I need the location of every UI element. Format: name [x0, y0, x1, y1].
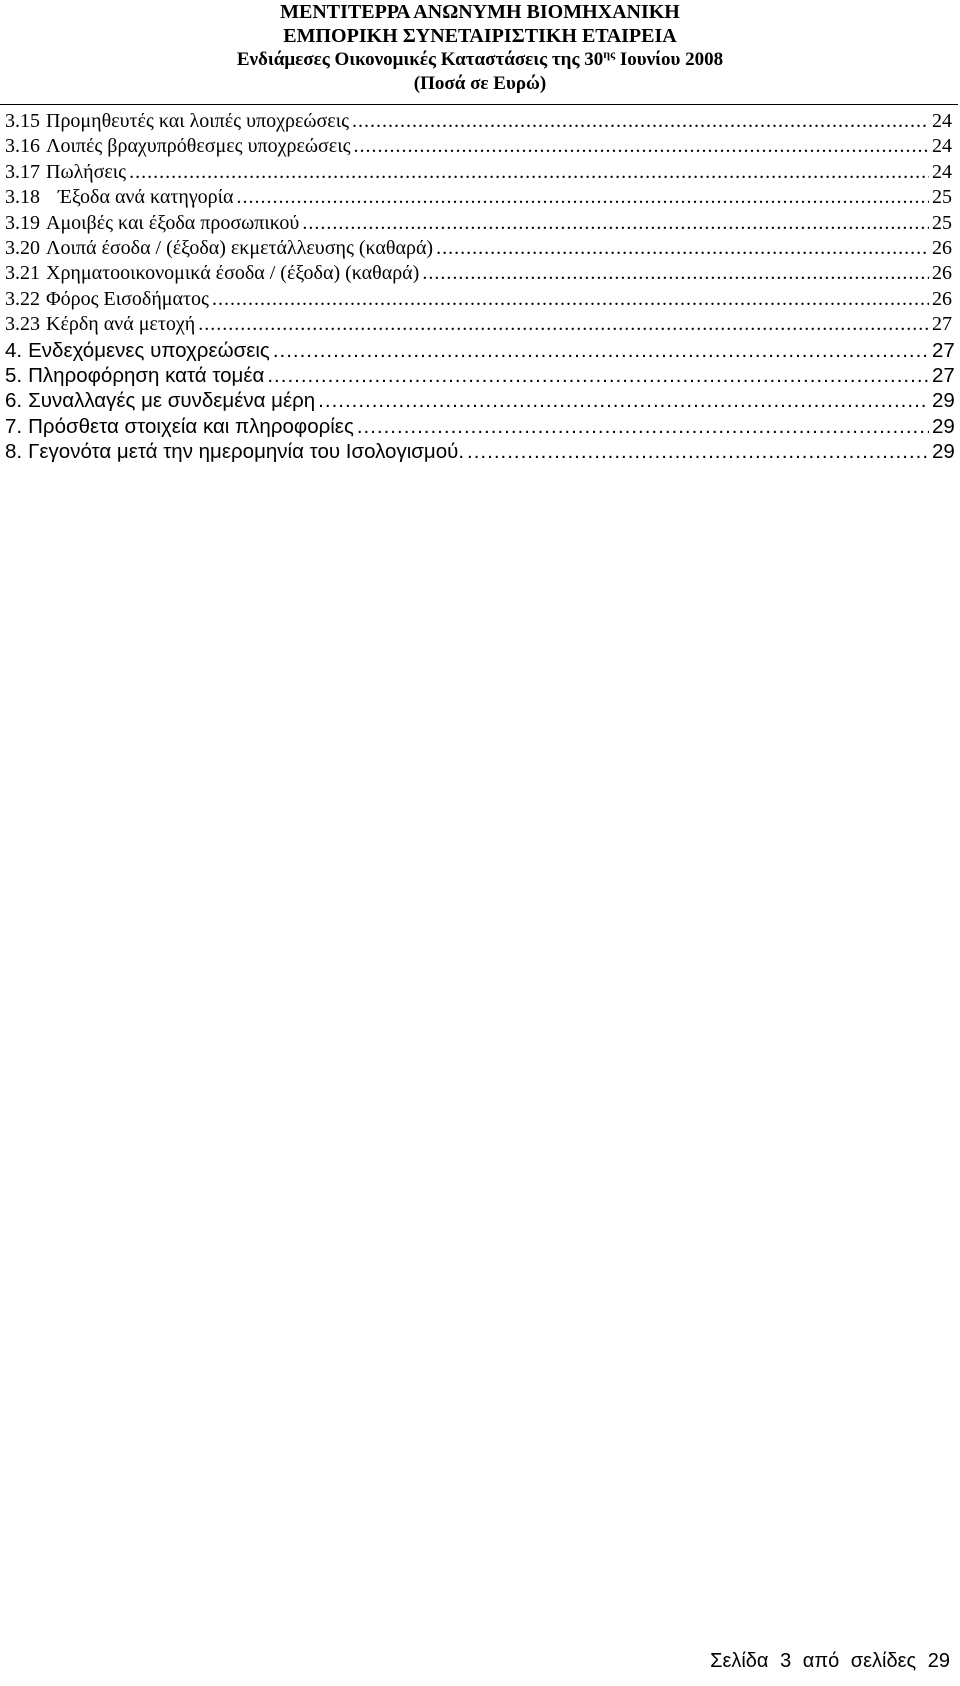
- footer-page-word: Σελίδα: [710, 1650, 769, 1672]
- toc-entry-number: 3.22: [5, 287, 40, 310]
- toc-dot-leader: [267, 364, 929, 388]
- toc-entry-number: 5.: [5, 363, 23, 387]
- toc-entry[interactable]: [5, 161, 960, 186]
- document-header: [0, 0, 960, 96]
- toc-dot-leader: [467, 440, 929, 464]
- toc-entry-page: 29: [932, 440, 955, 464]
- toc-dot-leader: [237, 186, 929, 209]
- company-name-line2: ΕΜΠΟΡΙΚΗ ΣΥΝΕΤΑΙΡΙΣΤΙΚΗ ΕΤΑΙΡΕΙΑ: [283, 25, 677, 47]
- footer-pages-word: σελίδες: [850, 1650, 917, 1672]
- table-of-contents: [5, 110, 960, 465]
- toc-entry[interactable]: [5, 364, 960, 389]
- toc-entry[interactable]: [5, 313, 960, 338]
- toc-entry-page: 25: [932, 186, 952, 209]
- toc-entry-title: Γεγονότα μετά την ημερομηνία του Ισολογισμού.: [28, 440, 465, 464]
- toc-dot-leader: [212, 288, 929, 311]
- toc-entry[interactable]: [5, 440, 960, 465]
- statement-title-sup: ης: [603, 47, 616, 61]
- toc-dot-leader: [302, 212, 929, 235]
- toc-entry[interactable]: [5, 186, 960, 211]
- toc-dot-leader: [129, 161, 929, 184]
- toc-entry-title: Πωλήσεις: [46, 160, 127, 183]
- toc-entry[interactable]: [5, 288, 960, 313]
- toc-entry-page: 26: [932, 236, 952, 259]
- toc-entry-title: Λοιπές βραχυπρόθεσμες υποχρεώσεις: [46, 135, 351, 158]
- header-divider: [0, 104, 958, 105]
- toc-entry-number: 7.: [5, 414, 23, 438]
- toc-entry-number: 3.16: [5, 135, 40, 158]
- toc-entry[interactable]: [5, 110, 960, 135]
- footer-of-word: από: [802, 1650, 840, 1672]
- statement-title-prefix: Ενδιάμεσες Οικονομικές Καταστάσεις της 30: [236, 49, 604, 70]
- toc-entry-page: 27: [932, 363, 955, 387]
- toc-entry-title: Πρόσθετα στοιχεία και πληροφορίες: [28, 414, 354, 438]
- toc-entry-page: 24: [932, 110, 952, 132]
- toc-entry[interactable]: [5, 415, 960, 440]
- toc-dot-leader: [436, 237, 929, 260]
- toc-dot-leader: [198, 313, 929, 336]
- toc-entry[interactable]: [5, 135, 960, 160]
- statement-title: [0, 48, 960, 72]
- toc-entry-title: Πληροφόρηση κατά τομέα: [28, 363, 265, 387]
- toc-entry[interactable]: [5, 339, 960, 364]
- toc-dot-leader: [422, 262, 929, 285]
- toc-entry-number: 3.17: [5, 160, 40, 183]
- toc-entry-page: 27: [932, 338, 955, 362]
- toc-dot-leader: [357, 415, 929, 439]
- toc-entry-page: 26: [932, 262, 952, 285]
- toc-dot-leader: [352, 110, 929, 133]
- toc-dot-leader: [318, 389, 929, 413]
- toc-entry-number: 3.21: [5, 262, 40, 285]
- toc-entry-title: Κέρδη ανά μετοχή: [46, 313, 196, 336]
- toc-dot-leader: [354, 135, 930, 158]
- toc-entry-title: Έξοδα ανά κατηγορία: [58, 186, 234, 209]
- toc-entry-number: 3.20: [5, 236, 40, 259]
- company-name-line1: ΜΕΝΤΙΤΕΡΡΑ ΑΝΩΝΥΜΗ ΒΙΟΜΗΧΑΝΙΚΗ: [280, 1, 680, 23]
- toc-entry-page: 29: [932, 414, 955, 438]
- toc-entry-title: Συναλλαγές με συνδεμένα μέρη: [28, 389, 316, 413]
- toc-entry-number: 6.: [5, 389, 23, 413]
- toc-entry-title: Αμοιβές και έξοδα προσωπικού: [46, 211, 300, 234]
- currency-note: (Ποσά σε Ευρώ): [413, 73, 547, 94]
- toc-entry-title: Χρηματοοικονομικά έσοδα / (έξοδα) (καθαρά): [46, 262, 420, 285]
- toc-entry-number: 3.19: [5, 211, 40, 234]
- toc-entry-number: 3.18: [5, 186, 40, 209]
- toc-entry-title: Ενδεχόμενες υποχρεώσεις: [28, 338, 270, 362]
- toc-entry-page: 26: [932, 287, 952, 310]
- toc-dot-leader: [273, 339, 929, 363]
- toc-entry-title: Λοιπά έσοδα / (έξοδα) εκμετάλλευσης (καθαρά): [46, 236, 434, 259]
- toc-entry-page: 25: [932, 211, 952, 234]
- toc-entry-page: 27: [932, 313, 952, 336]
- toc-entry-page: 29: [932, 389, 955, 413]
- toc-entry[interactable]: [5, 212, 960, 237]
- toc-entry-page: 24: [932, 160, 952, 183]
- page-footer: [710, 1650, 950, 1673]
- toc-entry-number: 4.: [5, 338, 23, 362]
- toc-entry-title: Φόρος Εισοδήματος: [46, 287, 209, 310]
- toc-entry-title: Προμηθευτές και λοιπές υποχρεώσεις: [46, 110, 349, 132]
- toc-entry-number: 3.15: [5, 110, 40, 132]
- toc-entry[interactable]: [5, 262, 960, 287]
- toc-entry-number: 8.: [5, 440, 23, 464]
- statement-title-suffix: Ιουνίου 2008: [615, 49, 724, 70]
- toc-entry-page: 24: [932, 135, 952, 158]
- toc-entry[interactable]: [5, 389, 960, 414]
- footer-page-number: 3: [780, 1650, 792, 1672]
- toc-entry-number: 3.23: [5, 313, 40, 336]
- toc-entry[interactable]: [5, 237, 960, 262]
- footer-total-pages: 29: [927, 1650, 950, 1672]
